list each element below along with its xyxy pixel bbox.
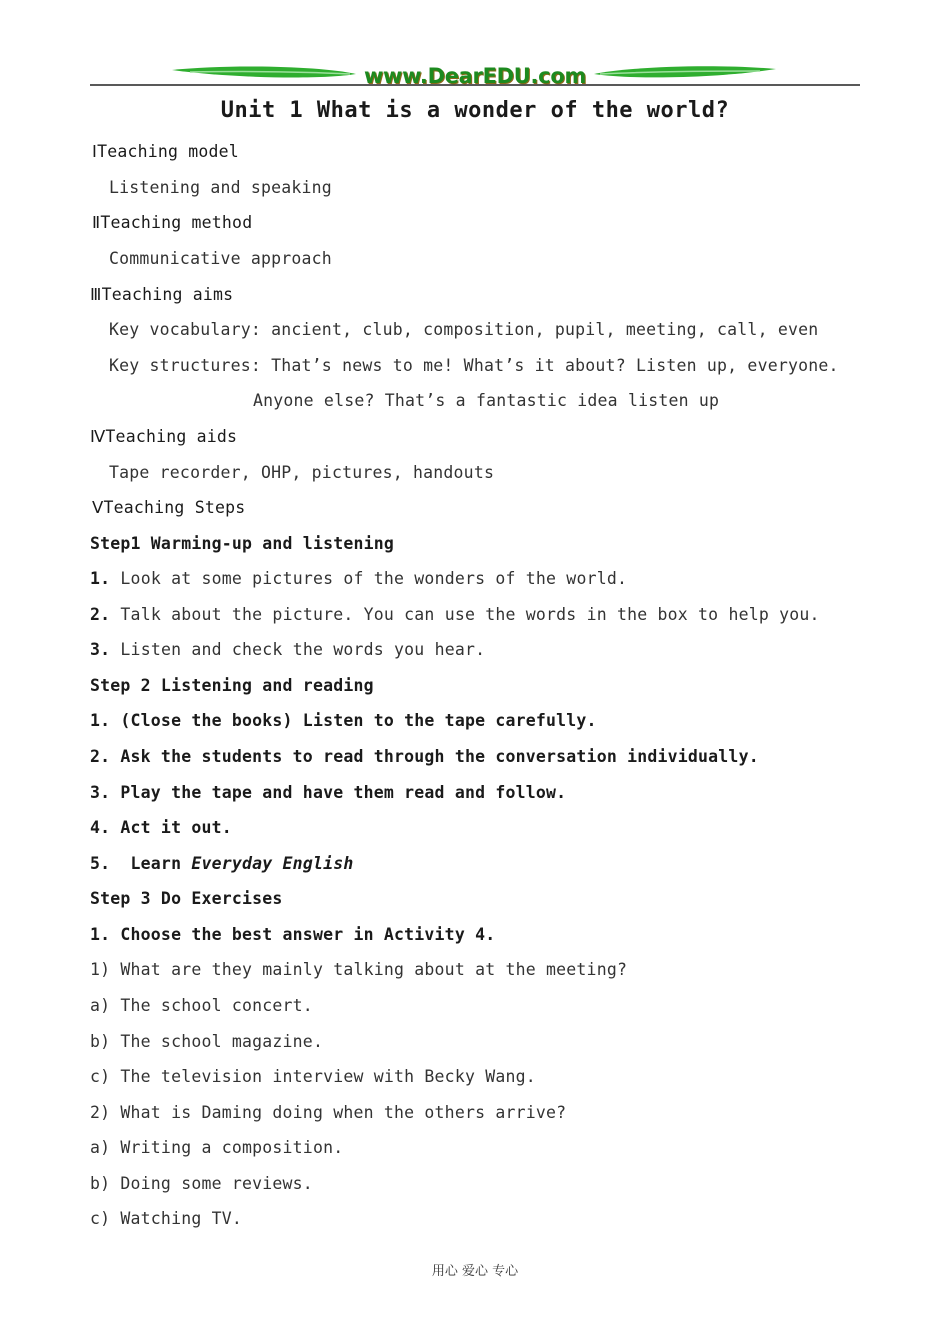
question-2-option: a) Writing a composition. [90,1138,344,1157]
step3-instruction: 1. Choose the best answer in Activity 4. [90,925,496,944]
step1-item [90,603,820,627]
step2-item: 3. Play the tape and have them read and follow. [90,783,567,802]
step1-item [90,567,627,591]
step1-item [90,638,485,662]
question-1-option: b) The school magazine. [90,1032,324,1051]
step2-item [90,852,354,876]
step2-item: 1. (Close the books) Listen to the tape carefully. [90,711,597,730]
site-logo-text: www.DearEDU.com [363,64,587,88]
method-text: Communicative approach [109,249,332,268]
model-text: Listening and speaking [109,178,332,197]
step1-item-text: Talk about the picture. You can use the words in the box to help you. [120,605,820,624]
page-footer: 用心 爱心 专心 [431,1264,519,1279]
section-heading-steps: ⅤTeaching Steps [92,498,246,517]
section-heading-method: ⅡTeaching method [92,213,253,232]
step1-item-number: 1. [90,569,111,588]
step1-heading: Step1 Warming-up and listening [90,534,395,553]
step1-item-number: 3. [90,640,111,659]
section-heading-aids: ⅣTeaching aids [90,427,238,446]
aims-vocabulary: Key vocabulary: ancient, club, composition, pupil, meeting, call, even [109,320,819,339]
question-2-option: c) Watching TV. [90,1209,243,1228]
step3-heading: Step 3 Do Exercises [90,889,283,908]
aims-structures: Key structures: That’s news to me! What’s it about? Listen up, everyone. [109,356,839,375]
everyday-english-label: Everyday English [191,854,354,873]
page-title: Unit 1 What is a wonder of the world? [220,98,730,123]
site-banner [90,62,860,90]
question-2: 2) What is Daming doing when the others arrive? [90,1103,567,1122]
step2-item5-prefix: 5. Learn [90,854,192,873]
step2-item: 4. Act it out. [90,818,232,837]
step2-heading: Step 2 Listening and reading [90,676,374,695]
step1-item-text: Listen and check the words you hear. [120,640,486,659]
question-1-option: c) The television interview with Becky Wang. [90,1067,536,1086]
section-heading-model: ⅠTeaching model [92,142,239,161]
aims-structures-continued: Anyone else? That’s a fantastic idea listen up [253,391,720,410]
question-1-option: a) The school concert. [90,996,313,1015]
question-2-option: b) Doing some reviews. [90,1174,313,1193]
aids-text: Tape recorder, OHP, pictures, handouts [109,463,495,482]
step1-item-number: 2. [90,605,111,624]
question-1: 1) What are they mainly talking about at the meeting? [90,960,628,979]
step1-item-text: Look at some pictures of the wonders of the world. [120,569,628,588]
step2-item: 2. Ask the students to read through the conversation individually. [90,747,759,766]
section-heading-aims: ⅢTeaching aims [90,285,234,304]
